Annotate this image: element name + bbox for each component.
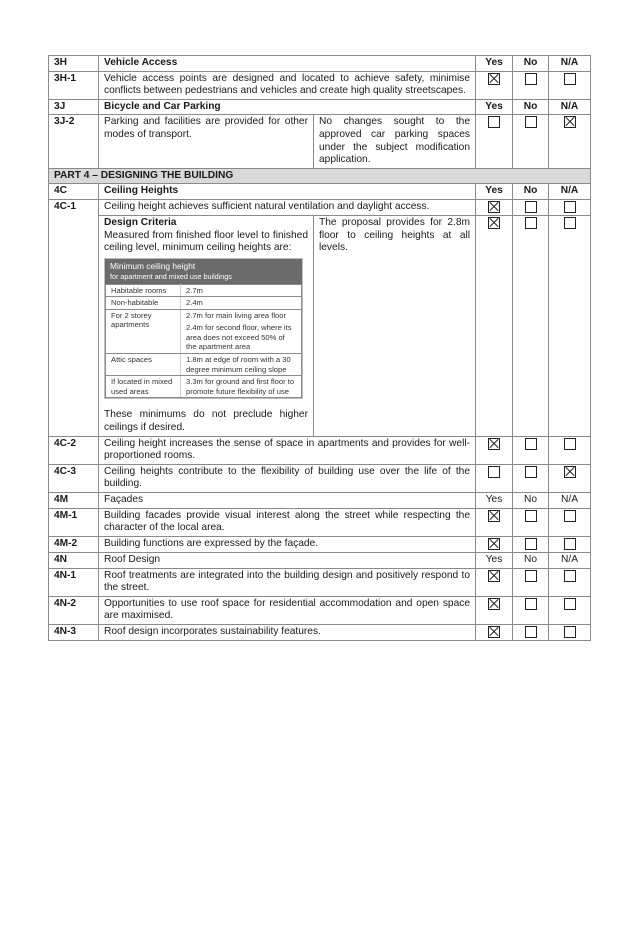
yes-checkbox[interactable]	[488, 570, 500, 582]
yes-checkbox[interactable]	[488, 73, 500, 85]
yes-checkbox[interactable]	[488, 217, 500, 229]
yes-header: Yes	[476, 56, 513, 72]
section-header-3h	[49, 56, 591, 72]
yes-header: Yes	[476, 493, 513, 509]
na-checkbox[interactable]	[564, 217, 576, 229]
yes-checkbox[interactable]	[488, 510, 500, 522]
min-table-subtitle: for apartment and mixed use buildings	[110, 271, 232, 281]
min-row-key: Non-habitable	[106, 297, 181, 310]
section-code: 3J	[49, 99, 99, 115]
criteria-footer: These minimums do not preclude higher ceilings if desired.	[104, 409, 308, 434]
no-header: No	[513, 553, 549, 569]
design-criteria-cell	[99, 216, 314, 436]
min-table-header	[105, 259, 302, 284]
na-checkbox[interactable]	[564, 538, 576, 550]
item-code: 3J-2	[49, 115, 99, 168]
no-header: No	[513, 493, 549, 509]
min-row-key: Habitable rooms	[106, 284, 181, 297]
min-row-key: For 2 storey apartments	[106, 309, 181, 353]
table-row	[106, 284, 302, 297]
item-text: Parking and facilities are provided for other modes of transport.	[99, 115, 314, 168]
section-header-3j	[49, 99, 591, 115]
na-checkbox[interactable]	[564, 201, 576, 213]
section-header-4c	[49, 184, 591, 200]
section-code: 3H	[49, 56, 99, 72]
table-row	[106, 376, 302, 398]
no-checkbox[interactable]	[525, 598, 537, 610]
na-checkbox[interactable]	[564, 570, 576, 582]
na-checkbox[interactable]	[564, 116, 576, 128]
table-row	[106, 297, 302, 310]
no-checkbox[interactable]	[525, 201, 537, 213]
min-row-value-line: 2.7m for main living area floor	[186, 310, 287, 320]
na-checkbox[interactable]	[564, 510, 576, 522]
table-row	[49, 464, 591, 492]
min-row-value: 2.4m	[181, 297, 302, 310]
item-text: Opportunities to use roof space for residential accommodation and open space are maximised.	[99, 596, 476, 624]
table-row	[49, 436, 591, 464]
na-checkbox[interactable]	[564, 626, 576, 638]
section-code: 4C	[49, 184, 99, 200]
item-code: 4N-2	[49, 596, 99, 624]
yes-checkbox[interactable]	[488, 598, 500, 610]
item-code: 4C-1	[49, 199, 99, 436]
na-header: N/A	[549, 553, 591, 569]
min-row-value: 1.8m at edge of room with a 30 degree minimum ceiling slope	[181, 354, 302, 376]
table-row	[49, 115, 591, 168]
table-row	[49, 625, 591, 641]
no-checkbox[interactable]	[525, 538, 537, 550]
na-header: N/A	[549, 56, 591, 72]
min-row-value-line: 2.4m for second floor, where its area does not exceed 50% of the apartment area	[186, 323, 292, 352]
criteria-comment: The proposal provides for 2.8m floor to ceiling heights at all levels.	[314, 216, 476, 436]
table-row	[49, 568, 591, 596]
minimum-ceiling-height-table	[104, 258, 303, 399]
item-code: 4M-1	[49, 508, 99, 536]
section-title: Vehicle Access	[99, 56, 476, 72]
yes-checkbox[interactable]	[488, 116, 500, 128]
section-title: Ceiling Heights	[99, 184, 476, 200]
no-checkbox[interactable]	[525, 466, 537, 478]
section-code: 4N	[49, 553, 99, 569]
no-checkbox[interactable]	[525, 510, 537, 522]
min-row-value	[181, 309, 302, 353]
item-comment: No changes sought to the approved car parking spaces under the subject modification application.	[314, 115, 476, 168]
min-table-body	[105, 284, 302, 399]
min-row-value: 3.3m for ground and first floor to promote future flexibility of use	[181, 376, 302, 398]
min-row-value: 2.7m	[181, 284, 302, 297]
na-header: N/A	[549, 184, 591, 200]
section-header-4n	[49, 553, 591, 569]
no-checkbox[interactable]	[525, 626, 537, 638]
table-row	[49, 596, 591, 624]
no-checkbox[interactable]	[525, 116, 537, 128]
no-checkbox[interactable]	[525, 438, 537, 450]
table-row	[49, 536, 591, 552]
item-code: 4N-1	[49, 568, 99, 596]
item-text: Ceiling height achieves sufficient natural ventilation and daylight access.	[99, 199, 476, 215]
yes-checkbox[interactable]	[488, 438, 500, 450]
section-title: Bicycle and Car Parking	[99, 99, 476, 115]
item-text: Ceiling height increases the sense of space in apartments and provides for well-proportioned rooms.	[99, 436, 476, 464]
min-row-key: Attic spaces	[106, 354, 181, 376]
yes-checkbox[interactable]	[488, 626, 500, 638]
criteria-text: Measured from finished floor level to finished ceiling level, minimum ceiling heights are:	[104, 229, 308, 254]
yes-checkbox[interactable]	[488, 466, 500, 478]
part-header	[49, 168, 591, 184]
table-row	[106, 354, 302, 376]
min-table-title: Minimum ceiling height	[110, 261, 196, 271]
table-row	[49, 216, 591, 436]
section-header-4m	[49, 493, 591, 509]
section-title: Roof Design	[99, 553, 476, 569]
table-row	[49, 508, 591, 536]
item-text: Roof design incorporates sustainability features.	[99, 625, 476, 641]
item-text: Vehicle access points are designed and located to achieve safety, minimise conflicts between pedestrians and vehicles and create high quality streetscapes.	[99, 71, 476, 99]
item-text: Roof treatments are integrated into the building design and positively respond to the street.	[99, 568, 476, 596]
na-checkbox[interactable]	[564, 73, 576, 85]
part-title: PART 4 – DESIGNING THE BUILDING	[49, 168, 591, 184]
no-checkbox[interactable]	[525, 73, 537, 85]
no-header: No	[513, 184, 549, 200]
yes-header: Yes	[476, 99, 513, 115]
compliance-table	[48, 55, 591, 641]
item-code: 4C-2	[49, 436, 99, 464]
item-code: 4C-3	[49, 464, 99, 492]
na-checkbox[interactable]	[564, 466, 576, 478]
criteria-title: Design Criteria	[104, 217, 177, 229]
no-checkbox[interactable]	[525, 217, 537, 229]
section-title: Façades	[99, 493, 476, 509]
na-checkbox[interactable]	[564, 438, 576, 450]
yes-checkbox[interactable]	[488, 201, 500, 213]
table-row	[49, 199, 591, 215]
yes-header: Yes	[476, 553, 513, 569]
item-text: Ceiling heights contribute to the flexibility of building use over the life of the building.	[99, 464, 476, 492]
no-checkbox[interactable]	[525, 570, 537, 582]
section-code: 4M	[49, 493, 99, 509]
min-row-key: If located in mixed used areas	[106, 376, 181, 398]
no-header: No	[513, 99, 549, 115]
item-code: 3H-1	[49, 71, 99, 99]
table-row	[106, 309, 302, 353]
item-text: Building functions are expressed by the façade.	[99, 536, 476, 552]
no-header: No	[513, 56, 549, 72]
item-code: 4M-2	[49, 536, 99, 552]
yes-checkbox[interactable]	[488, 538, 500, 550]
na-header: N/A	[549, 99, 591, 115]
na-header: N/A	[549, 493, 591, 509]
yes-header: Yes	[476, 184, 513, 200]
item-code: 4N-3	[49, 625, 99, 641]
na-checkbox[interactable]	[564, 598, 576, 610]
item-text: Building facades provide visual interest along the street while respecting the character of the local area.	[99, 508, 476, 536]
table-row	[49, 71, 591, 99]
